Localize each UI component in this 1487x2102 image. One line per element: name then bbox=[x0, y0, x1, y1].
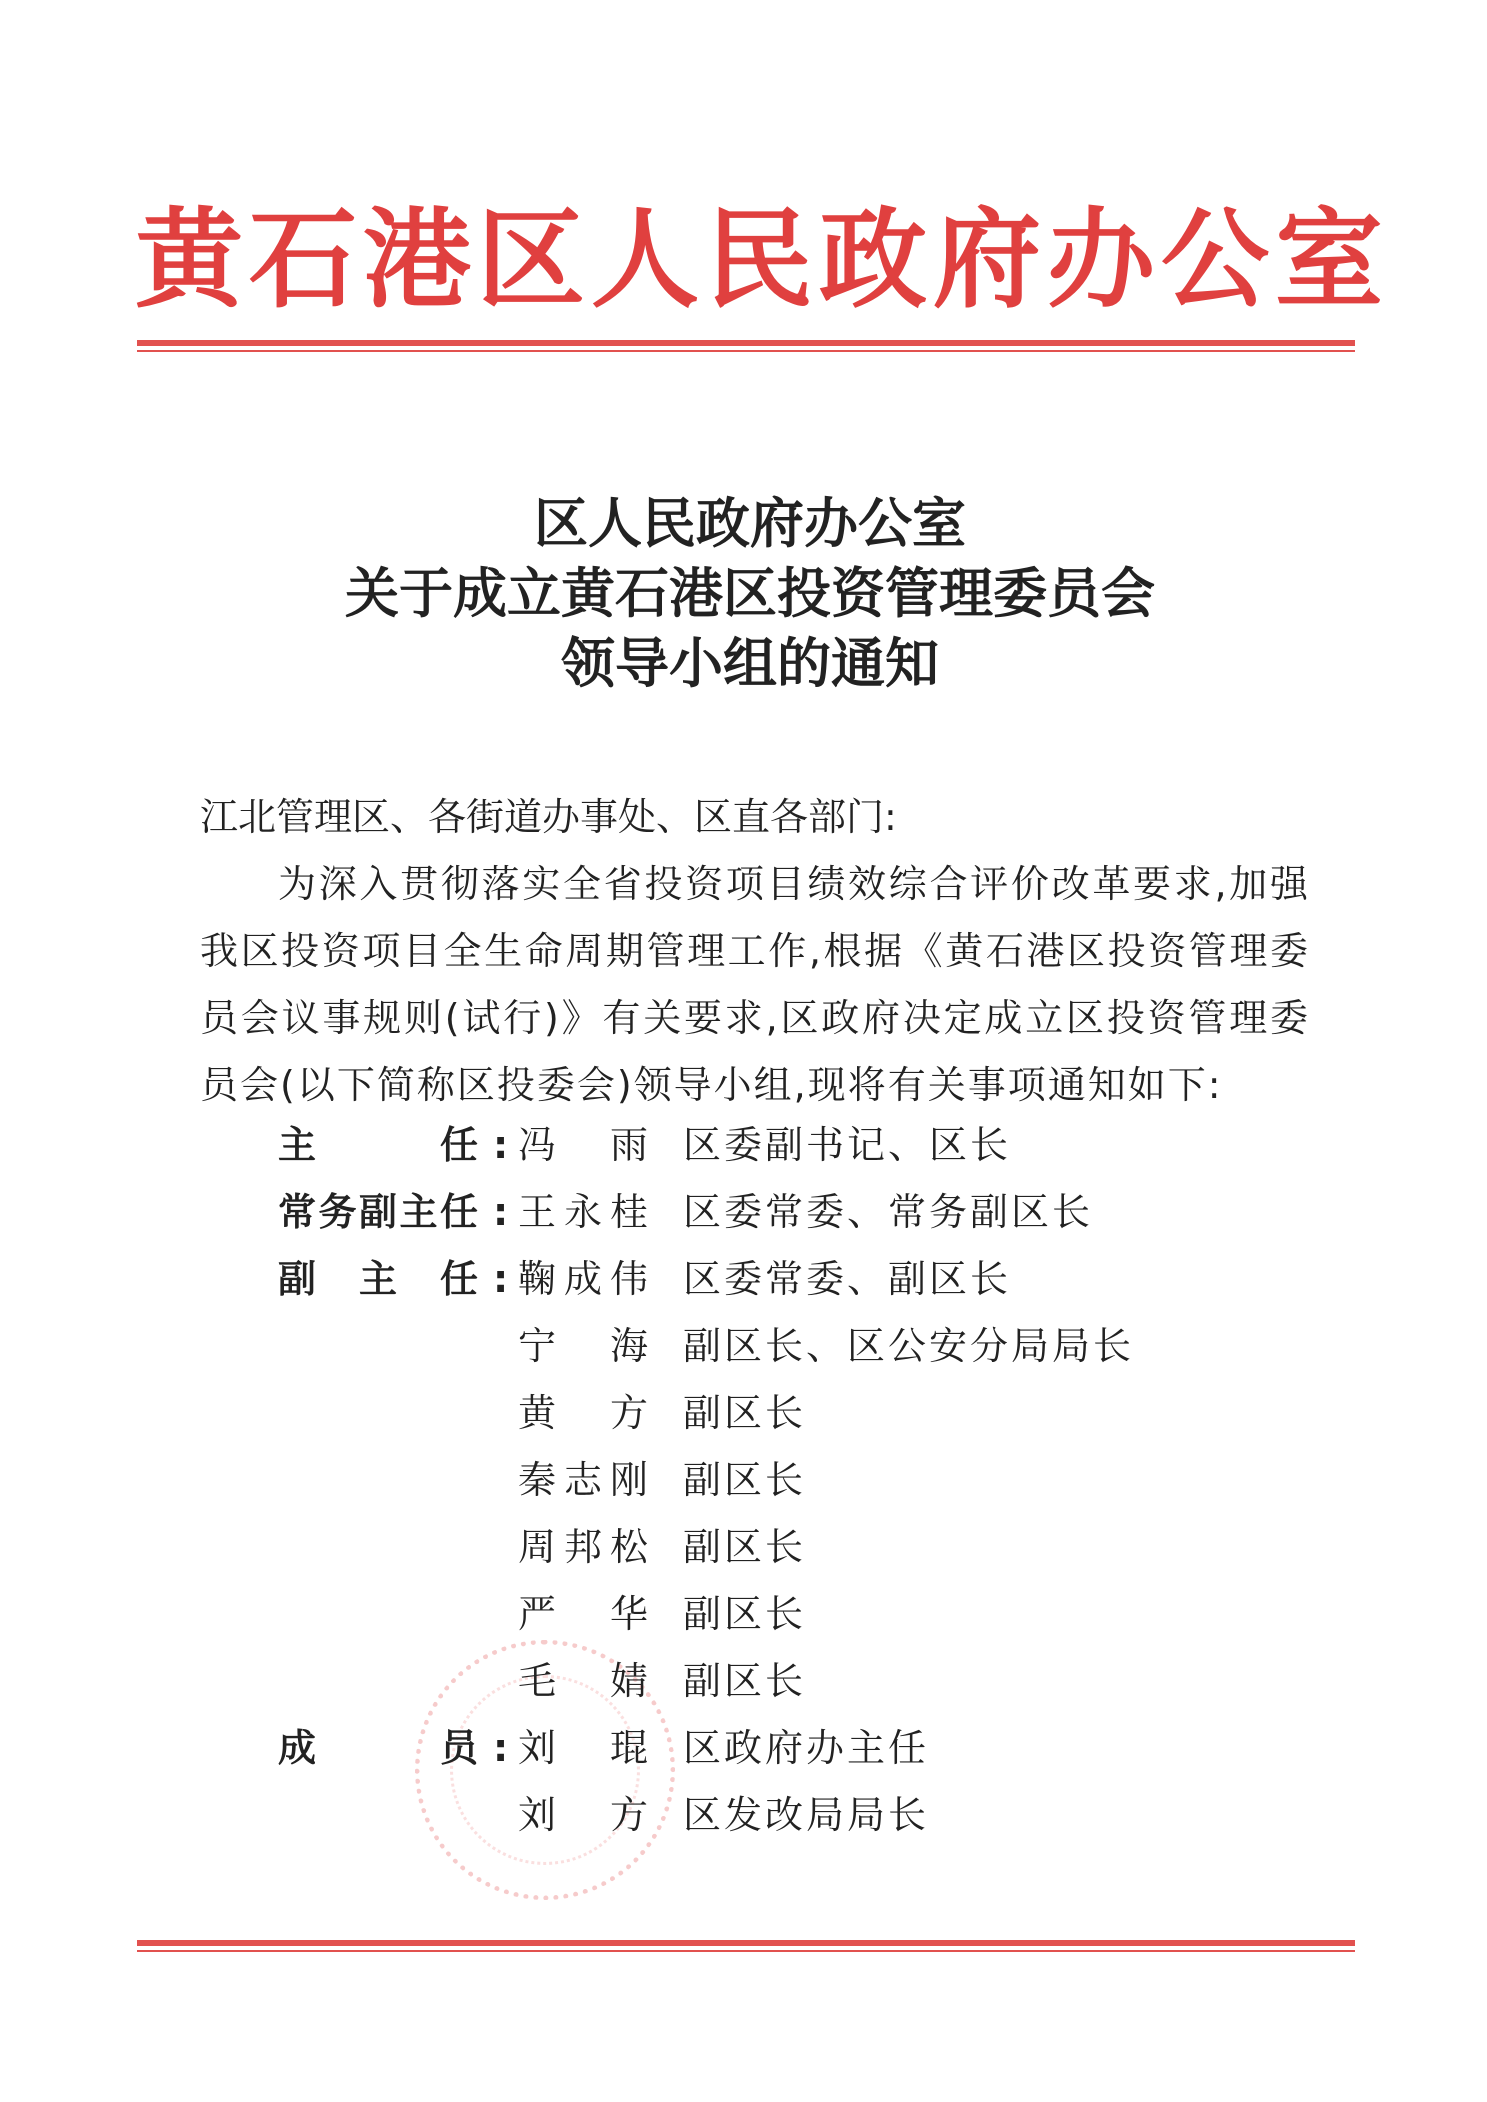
roster-position: 副区长、区公安分局局长 bbox=[683, 1324, 1135, 1368]
letterhead-red-rule bbox=[137, 340, 1355, 352]
document-body bbox=[200, 784, 1310, 1119]
roster-name: 秦志刚 bbox=[518, 1458, 648, 1502]
roster-position: 副区长 bbox=[683, 1592, 807, 1636]
document-title bbox=[150, 488, 1350, 698]
roster-name: 宁 海 bbox=[518, 1324, 648, 1368]
document-title-line-2: 关于成立黄石港区投资管理委员会 bbox=[345, 561, 1155, 625]
roster-name: 毛 婧 bbox=[518, 1659, 648, 1703]
roster-name: 周邦松 bbox=[518, 1525, 648, 1569]
roster-position: 区委副书记、区长 bbox=[683, 1123, 1012, 1167]
roster-name: 冯 雨 bbox=[518, 1123, 648, 1167]
roster-position: 副区长 bbox=[683, 1659, 807, 1703]
letterhead-title: 黄石港区人民政府办公室 bbox=[135, 197, 1390, 323]
document-title-line-3: 领导小组的通知 bbox=[561, 631, 939, 695]
roster-role: 成 员 bbox=[278, 1726, 478, 1770]
roster-name: 鞠成伟 bbox=[518, 1257, 648, 1301]
addressee-line: 江北管理区、各街道办事处、区直各部门: bbox=[200, 795, 897, 839]
roster-role: 副 主 任 bbox=[278, 1257, 478, 1301]
roster-position: 区委常委、常务副区长 bbox=[683, 1190, 1094, 1234]
document-title-line-1: 区人民政府办公室 bbox=[534, 491, 966, 555]
roster-position: 区政府办主任 bbox=[683, 1726, 930, 1770]
roster-name: 刘 方 bbox=[518, 1793, 648, 1837]
roster-name: 王永桂 bbox=[518, 1190, 648, 1234]
roster-position: 副区长 bbox=[683, 1525, 807, 1569]
roster-position: 副区长 bbox=[683, 1458, 807, 1502]
roster-name: 刘 琨 bbox=[518, 1726, 648, 1770]
body-paragraph: 为深入贯彻落实全省投资项目绩效综合评价改革要求,加强我区投资项目全生命周期管理工作,根据《黄石港区投资管理委员会议事规则(试行)》有关要求,区政府决定成立区投资管理委员会(以下简称区投委会)领导小组,现将有关事项通知如下: bbox=[200, 862, 1310, 1107]
roster-name: 严 华 bbox=[518, 1592, 648, 1636]
footer-red-rule bbox=[137, 1940, 1355, 1952]
roster-position: 区委常委、副区长 bbox=[683, 1257, 1012, 1301]
roster-name: 黄 方 bbox=[518, 1391, 648, 1435]
roster-role: 常务副主任 bbox=[278, 1190, 478, 1234]
roster-position: 副区长 bbox=[683, 1391, 807, 1435]
document-page: 黄石港区人民政府办公室 区人民政府办公室 关于成立黄石港区投资管理委员会 领导小组的通知 江北管理区、各街道办事处、区直各部门: 为深入贯彻落实全省投资项目绩效综合评价改革要求,加强我区投资项目全生命周期管理工作,根据《黄石港区投资管理委员会议事规则(试行)》有关要求,区政府决定成立区投资管理委员会(以下简称区投委会)领导小组,现将有关事项通知如下: 主 任 : 冯 雨 区委副书记、区长 常务副主任 : 王永桂 区委常委、常务副区长 副 主 任 : 鞠成伟 区委常委、副区长 宁 海 副区长、区公安分局局长 黄 方 副区长 秦志刚 副区长 周邦松 副区长 严 华 副区长 毛 婧 副区长 成 员 : 刘 琨 区政府办主任 刘 方 区发改局局长 bbox=[0, 0, 1487, 2102]
roster-position: 区发改局局长 bbox=[683, 1793, 930, 1837]
roster-role: 主 任 bbox=[278, 1123, 478, 1167]
